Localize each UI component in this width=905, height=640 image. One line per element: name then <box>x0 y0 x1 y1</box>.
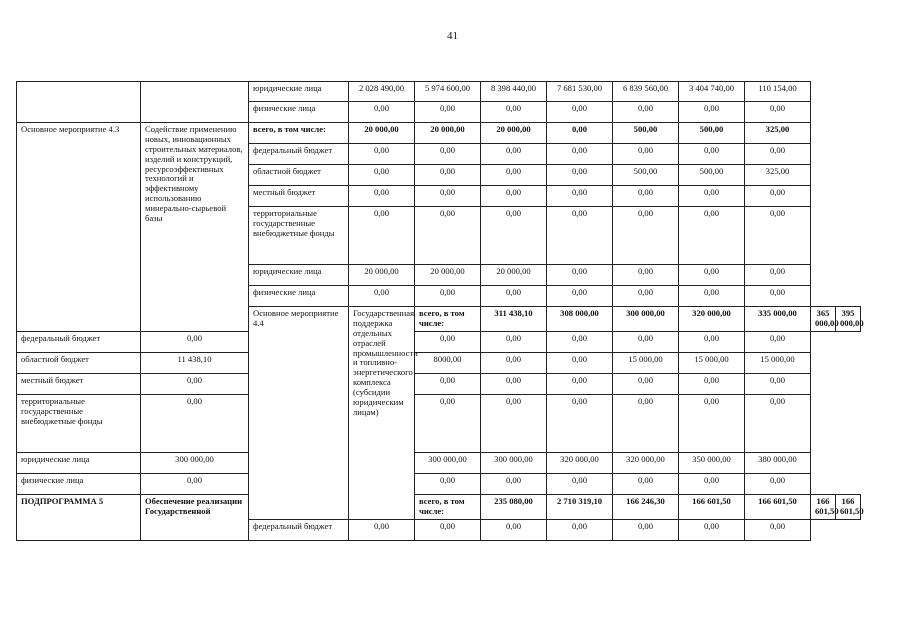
amount-cell: 0,00 <box>349 144 415 165</box>
table-row <box>17 394 861 452</box>
amount-cell: 0,00 <box>547 265 613 286</box>
amount-cell: 0,00 <box>349 286 415 307</box>
amount-cell: 300 000,00 <box>481 452 547 473</box>
amount-cell: 0,00 <box>547 102 613 123</box>
amount-cell: 0,00 <box>141 394 249 452</box>
amount-cell: 20 000,00 <box>349 265 415 286</box>
amount-cell: 0,00 <box>415 473 481 494</box>
funding-source: областной бюджет <box>249 165 349 186</box>
amount-cell: 11 438,10 <box>141 352 249 373</box>
measure-code: Основное мероприятие 4.3 <box>17 123 141 332</box>
table-row <box>17 473 861 494</box>
funding-source: всего, в том числе: <box>249 123 349 144</box>
amount-cell: 0,00 <box>679 473 745 494</box>
amount-cell: 0,00 <box>547 207 613 265</box>
funding-source: территориальные государственные внебюджетные фонды <box>249 207 349 265</box>
amount-cell: 308 000,00 <box>547 307 613 332</box>
amount-cell: 2 028 490,00 <box>349 82 415 102</box>
amount-cell: 0,00 <box>415 519 481 540</box>
table-row <box>17 331 861 352</box>
amount-cell: 0,00 <box>745 102 811 123</box>
amount-cell: 0,00 <box>481 352 547 373</box>
amount-cell: 0,00 <box>679 331 745 352</box>
amount-cell: 380 000,00 <box>745 452 811 473</box>
amount-cell: 0,00 <box>679 144 745 165</box>
amount-cell: 0,00 <box>679 286 745 307</box>
amount-cell: 20 000,00 <box>415 265 481 286</box>
amount-cell: 20 000,00 <box>481 265 547 286</box>
budget-table <box>16 81 864 541</box>
page-number: 41 <box>447 30 458 42</box>
amount-cell: 0,00 <box>415 207 481 265</box>
amount-cell: 0,00 <box>349 207 415 265</box>
amount-cell: 0,00 <box>613 473 679 494</box>
amount-cell: 0,00 <box>679 394 745 452</box>
amount-cell: 0,00 <box>481 373 547 394</box>
table-row <box>17 82 861 102</box>
amount-cell: 3 404 740,00 <box>679 82 745 102</box>
amount-cell: 0,00 <box>745 473 811 494</box>
amount-cell: 15 000,00 <box>745 352 811 373</box>
amount-cell: 0,00 <box>679 265 745 286</box>
amount-cell: 0,00 <box>679 186 745 207</box>
amount-cell: 6 839 560,00 <box>613 82 679 102</box>
amount-cell: 500,00 <box>679 165 745 186</box>
amount-cell: 0,00 <box>613 144 679 165</box>
funding-source: местный бюджет <box>17 373 141 394</box>
amount-cell: 0,00 <box>745 394 811 452</box>
amount-cell: 8000,00 <box>415 352 481 373</box>
amount-cell: 166 601,50 <box>679 494 745 519</box>
funding-source: федеральный бюджет <box>249 519 349 540</box>
amount-cell: 0,00 <box>481 144 547 165</box>
amount-cell: 166 601,50 <box>811 494 836 519</box>
amount-cell: 0,00 <box>415 373 481 394</box>
amount-cell: 0,00 <box>745 144 811 165</box>
funding-source: территориальные государственные внебюджетные фонды <box>17 394 141 452</box>
measure-name: Содействие применению новых, инновационных строительных материалов, изделий и конструкций, ресурсоэффективных технологий и эффективному использованию минерально-сырьевой базы <box>141 123 249 332</box>
amount-cell: 320 000,00 <box>679 307 745 332</box>
amount-cell: 0,00 <box>547 519 613 540</box>
amount-cell: 395 000,00 <box>836 307 861 332</box>
amount-cell: 0,00 <box>415 394 481 452</box>
amount-cell: 0,00 <box>679 519 745 540</box>
amount-cell: 300 000,00 <box>141 452 249 473</box>
amount-cell: 0,00 <box>415 144 481 165</box>
amount-cell: 0,00 <box>745 207 811 265</box>
amount-cell: 300 000,00 <box>415 452 481 473</box>
amount-cell: 0,00 <box>481 186 547 207</box>
amount-cell: 0,00 <box>481 165 547 186</box>
amount-cell: 0,00 <box>141 473 249 494</box>
amount-cell: 0,00 <box>481 286 547 307</box>
amount-cell: 15 000,00 <box>679 352 745 373</box>
amount-cell: 0,00 <box>613 394 679 452</box>
amount-cell: 0,00 <box>141 373 249 394</box>
measure-code: Основное мероприятие 4.4 <box>249 307 349 520</box>
continued-code-cell <box>17 82 141 123</box>
amount-cell: 0,00 <box>481 519 547 540</box>
amount-cell: 0,00 <box>745 286 811 307</box>
amount-cell: 0,00 <box>613 373 679 394</box>
amount-cell: 0,00 <box>349 165 415 186</box>
funding-source: физические лица <box>17 473 141 494</box>
amount-cell: 0,00 <box>613 519 679 540</box>
amount-cell: 0,00 <box>481 331 547 352</box>
amount-cell: 0,00 <box>613 265 679 286</box>
table-row <box>17 373 861 394</box>
amount-cell: 0,00 <box>349 102 415 123</box>
measure-name: Обеспечение реализации Государственной <box>141 494 249 540</box>
funding-source: юридические лица <box>249 265 349 286</box>
amount-cell: 0,00 <box>481 394 547 452</box>
funding-source: всего, в том числе: <box>415 307 481 332</box>
amount-cell: 0,00 <box>613 286 679 307</box>
amount-cell: 235 080,00 <box>481 494 547 519</box>
funding-source: федеральный бюджет <box>17 331 141 352</box>
amount-cell: 0,00 <box>745 373 811 394</box>
funding-source: местный бюджет <box>249 186 349 207</box>
funding-source: юридические лица <box>249 82 349 102</box>
table-row <box>17 452 861 473</box>
amount-cell: 0,00 <box>481 102 547 123</box>
amount-cell: 166 601,50 <box>836 494 861 519</box>
amount-cell: 0,00 <box>415 165 481 186</box>
amount-cell: 500,00 <box>613 165 679 186</box>
amount-cell: 0,00 <box>481 207 547 265</box>
amount-cell: 5 974 600,00 <box>415 82 481 102</box>
amount-cell: 0,00 <box>547 394 613 452</box>
amount-cell: 0,00 <box>745 331 811 352</box>
amount-cell: 110 154,00 <box>745 82 811 102</box>
amount-cell: 320 000,00 <box>547 452 613 473</box>
amount-cell: 0,00 <box>415 102 481 123</box>
amount-cell: 0,00 <box>415 186 481 207</box>
amount-cell: 0,00 <box>547 144 613 165</box>
amount-cell: 0,00 <box>745 186 811 207</box>
amount-cell: 0,00 <box>547 186 613 207</box>
amount-cell: 500,00 <box>679 123 745 144</box>
amount-cell: 15 000,00 <box>613 352 679 373</box>
funding-source: физические лица <box>249 286 349 307</box>
table-row <box>17 123 861 144</box>
amount-cell: 0,00 <box>613 331 679 352</box>
measure-code: ПОДПРОГРАММА 5 <box>17 494 141 540</box>
amount-cell: 0,00 <box>547 352 613 373</box>
amount-cell: 0,00 <box>613 186 679 207</box>
table-row <box>17 352 861 373</box>
amount-cell: 0,00 <box>547 331 613 352</box>
amount-cell: 0,00 <box>349 186 415 207</box>
amount-cell: 20 000,00 <box>415 123 481 144</box>
amount-cell: 0,00 <box>547 123 613 144</box>
amount-cell: 0,00 <box>679 373 745 394</box>
amount-cell: 8 398 440,00 <box>481 82 547 102</box>
funding-source: федеральный бюджет <box>249 144 349 165</box>
continued-name-cell <box>141 82 249 123</box>
amount-cell: 500,00 <box>613 123 679 144</box>
funding-source: юридические лица <box>17 452 141 473</box>
amount-cell: 0,00 <box>679 102 745 123</box>
amount-cell: 0,00 <box>547 165 613 186</box>
amount-cell: 0,00 <box>547 373 613 394</box>
amount-cell: 20 000,00 <box>481 123 547 144</box>
funding-source: областной бюджет <box>17 352 141 373</box>
table-row <box>17 494 861 519</box>
amount-cell: 365 000,00 <box>811 307 836 332</box>
funding-source: физические лица <box>249 102 349 123</box>
amount-cell: 0,00 <box>547 286 613 307</box>
amount-cell: 311 438,10 <box>481 307 547 332</box>
amount-cell: 0,00 <box>613 102 679 123</box>
amount-cell: 166 601,50 <box>745 494 811 519</box>
amount-cell: 300 000,00 <box>613 307 679 332</box>
amount-cell: 0,00 <box>349 519 415 540</box>
amount-cell: 335 000,00 <box>745 307 811 332</box>
amount-cell: 0,00 <box>679 207 745 265</box>
amount-cell: 325,00 <box>745 123 811 144</box>
amount-cell: 0,00 <box>745 519 811 540</box>
amount-cell: 0,00 <box>415 331 481 352</box>
measure-name: Государственная поддержка отдельных отраслей промышленности и топливно-энергетического комплекса (субсидии юридическим лицам) <box>349 307 415 520</box>
amount-cell: 0,00 <box>141 331 249 352</box>
amount-cell: 325,00 <box>745 165 811 186</box>
amount-cell: 7 681 530,00 <box>547 82 613 102</box>
amount-cell: 166 246,30 <box>613 494 679 519</box>
amount-cell: 2 710 319,10 <box>547 494 613 519</box>
amount-cell: 0,00 <box>745 265 811 286</box>
amount-cell: 0,00 <box>547 473 613 494</box>
amount-cell: 0,00 <box>415 286 481 307</box>
amount-cell: 320 000,00 <box>613 452 679 473</box>
amount-cell: 0,00 <box>613 207 679 265</box>
funding-source: всего, в том числе: <box>415 494 481 519</box>
amount-cell: 350 000,00 <box>679 452 745 473</box>
amount-cell: 20 000,00 <box>349 123 415 144</box>
amount-cell: 0,00 <box>481 473 547 494</box>
